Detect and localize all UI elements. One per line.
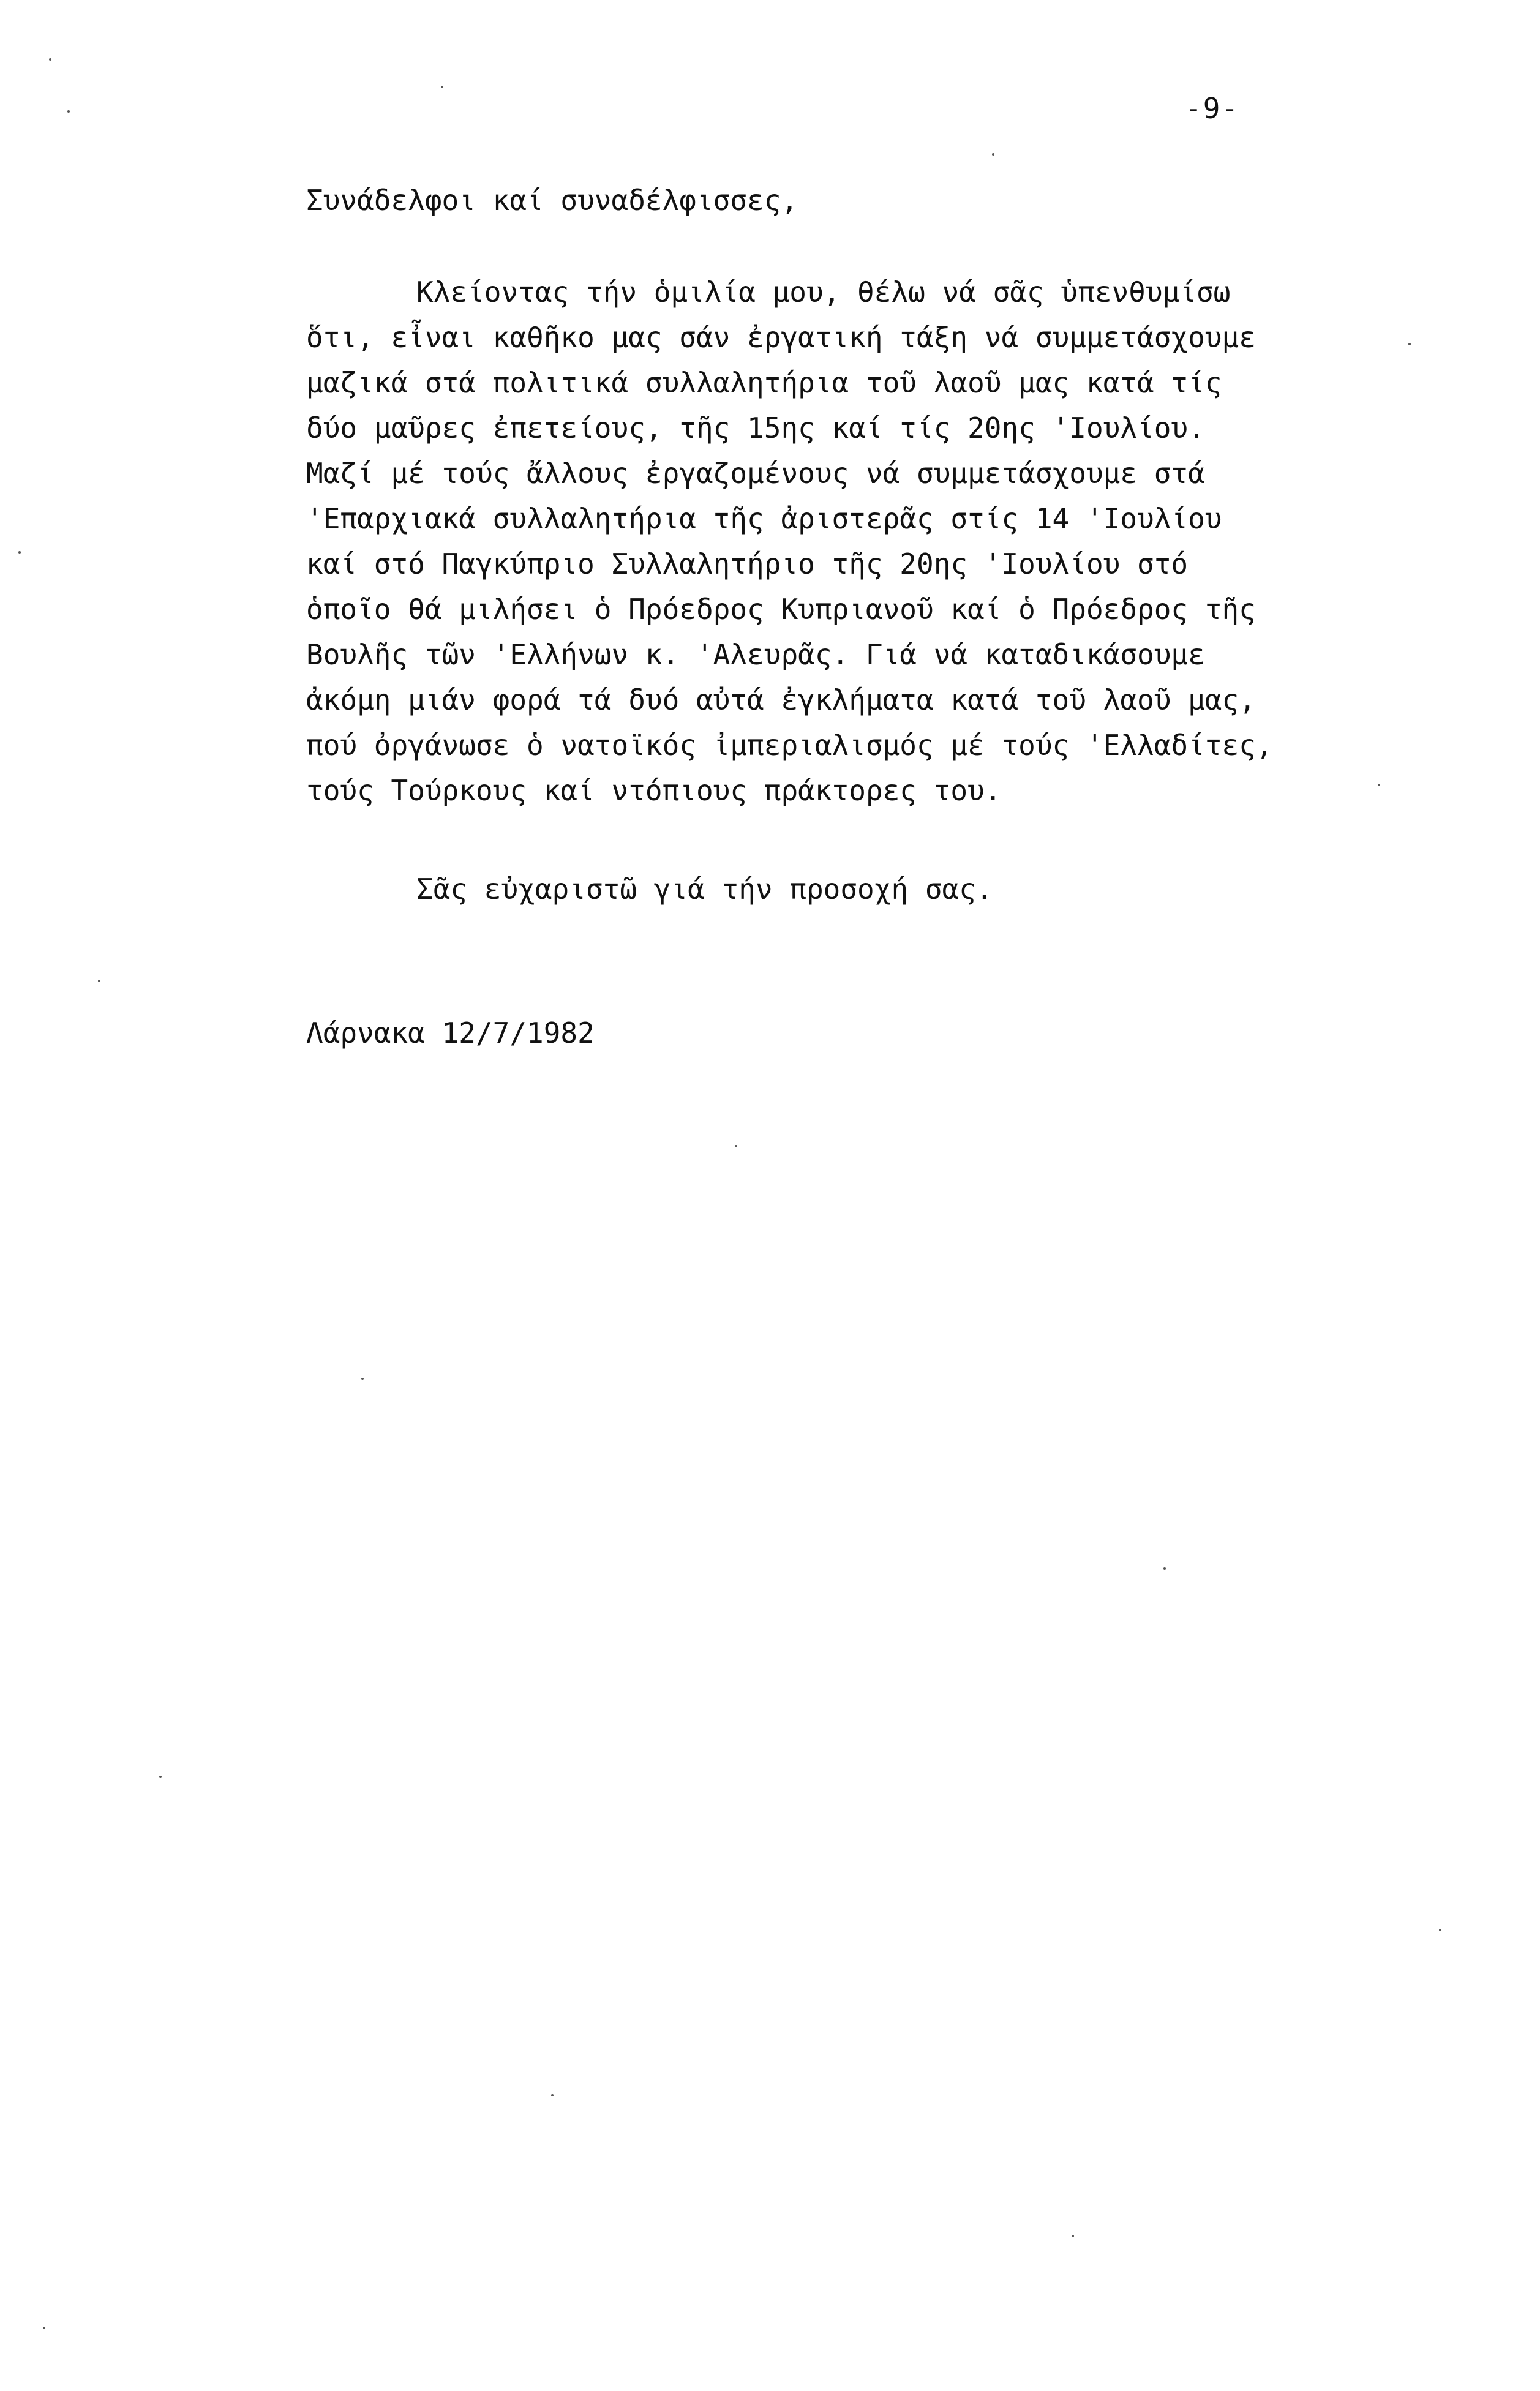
scan-speck — [43, 2327, 45, 2329]
paragraph-line: ἀκόμη μιάν φορά τά δυό αὐτά ἐγκλήματα κατά τοῦ λαοῦ μας, — [306, 683, 1256, 716]
scan-speck — [1439, 1929, 1441, 1931]
scan-speck — [1072, 2235, 1074, 2237]
scan-speck — [159, 1776, 162, 1778]
salutation: Συνάδελφοι καί συναδέλφισσες, — [306, 184, 798, 217]
scan-speck — [1163, 1567, 1166, 1570]
scan-speck — [992, 153, 994, 156]
scan-speck — [49, 58, 51, 61]
scan-speck — [441, 86, 443, 88]
scan-speck — [551, 2094, 554, 2096]
scan-speck — [1408, 343, 1411, 345]
page-number: -9- — [1185, 92, 1240, 125]
paragraph-line: ὁποῖο θά μιλήσει ὁ Πρόεδρος Κυπριανοῦ καί ὁ Πρόεδρος τῆς — [306, 593, 1256, 626]
scan-speck — [67, 110, 70, 113]
paragraph-line: τούς Τούρκους καί ντόπιους πράκτορες του. — [306, 774, 1002, 807]
paragraph-line: Κλείοντας τήν ὁμιλία μου, θέλω νά σᾶς ὑπενθυμίσω — [416, 276, 1231, 309]
scan-speck — [1378, 784, 1380, 786]
scan-speck — [361, 1378, 364, 1380]
scan-speck — [98, 980, 100, 982]
scan-speck — [735, 1145, 737, 1147]
closing-line: Σᾶς εὐχαριστῶ γιά τήν προσοχή σας. — [416, 873, 993, 906]
paragraph-line: καί στό Παγκύπριο Συλλαλητήριο τῆς 20ης 'Ιουλίου στό — [306, 547, 1189, 580]
paragraph-line: ὅτι, εἶναι καθῆκο μας σάν ἐργατική τάξη νά συμμετάσχουμε — [306, 321, 1256, 354]
paragraph-line: πού ὀργάνωσε ὁ νατοϊκός ἰμπεριαλισμός μέ τούς 'Ελλαδίτες, — [306, 729, 1273, 762]
paragraph-line: δύο μαῦρες ἐπετείους, τῆς 15ης καί τίς 20ης 'Ιουλίου. — [306, 411, 1205, 445]
place-date: Λάρνακα 12/7/1982 — [306, 1016, 595, 1049]
paragraph-line: μαζικά στά πολιτικά συλλαλητήρια τοῦ λαοῦ μας κατά τίς — [306, 366, 1222, 399]
paragraph-line: Μαζί μέ τούς ἄλλους ἐργαζομένους νά συμμετάσχουμε στά — [306, 457, 1205, 490]
body-paragraph — [306, 269, 1384, 813]
paragraph-line: Βουλῆς τῶν 'Ελλήνων κ. 'Αλευρᾶς. Γιά νά καταδικάσουμε — [306, 638, 1205, 671]
paragraph-line: 'Επαρχιακά συλλαλητήρια τῆς ἀριστερᾶς στίς 14 'Ιουλίου — [306, 502, 1222, 535]
scan-speck — [18, 551, 21, 554]
